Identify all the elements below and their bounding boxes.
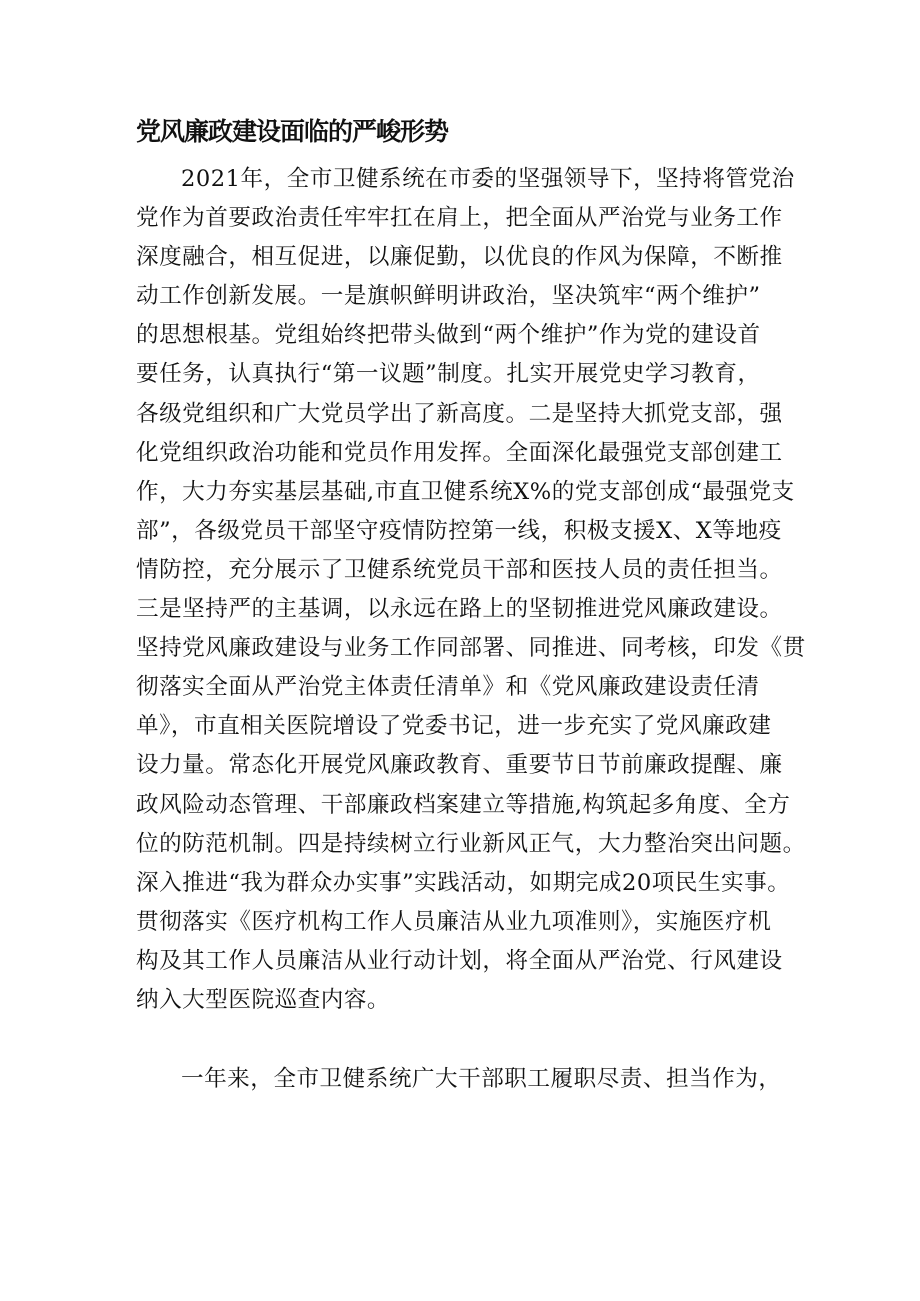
paragraph-line: 动工作创新发展。一是旗帜鲜明讲政治，坚决筑牢“两个维护” [136,283,761,310]
paragraph-line: 彻落实全面从严治党主体责任清单》和《党风廉政建设责任清 [136,674,760,701]
paragraph-line: 设力量。常态化开展党风廉政教育、重要节日节前廉政提醒、廉 [136,752,783,779]
paragraph-line: 三是坚持严的主基调，以永远在路上的坚韧推进党风廉政建设。 [136,596,783,623]
paragraph-line: 作，大力夯实基层基础,市直卫健系统X%的党支部创成“最强党支 [136,478,795,505]
paragraph-line: 2021年，全市卫健系统在市委的坚强领导下，坚持将管党治 [181,166,795,192]
paragraph-line: 深入推进“我为群众办实事”实践活动，如期完成20项民生实事。 [136,869,791,896]
paragraph-line: 情防控，充分展示了卫健系统党员干部和医技人员的责任担当。 [136,556,783,583]
paragraph-line: 化党组织政治功能和党员作用发挥。全面深化最强党支部创建工 [136,439,783,466]
paragraph-line: 单》，市直相关医院增设了党委书记，进一步充实了党风廉政建 [136,713,772,740]
paragraph-line: 部”，各级党员干部坚守疫情防控第一线，积极支援X、X等地疫 [136,517,782,544]
paragraph-line: 贯彻落实《医疗机构工作人员廉洁从业九项准则》，实施医疗机 [136,908,772,935]
paragraph-line: 纳入大型医院巡查内容。 [136,986,391,1013]
paragraph-spacing [136,1020,796,1060]
section-heading: 党风廉政建设面临的严峻形势 [136,117,449,146]
paragraph-line: 深度融合，相互促进，以廉促勤，以优良的作风为保障，不断推 [136,244,783,271]
paragraph-line: 党作为首要政治责任牢牢扛在肩上，把全面从严治党与业务工作 [136,205,783,232]
paragraph-line: 位的防范机制。四是持续树立行业新风正气，大力整治突出问题。 [136,830,806,857]
paragraph-line: 坚持党风廉政建设与业务工作同部署、同推进、同考核，印发《贯 [136,635,806,662]
paragraph-line: 的思想根基。党组始终把带头做到“两个维护”作为党的建设首 [136,322,761,349]
paragraph-line: 政风险动态管理、干部廉政档案建立等措施,构筑起多角度、全方 [136,791,791,818]
document-body [136,160,806,1099]
paragraph-2 [136,1060,796,1099]
paragraph-line: 要任务，认真执行“第一议题”制度。扎实开展党史学习教育， [136,361,761,388]
paragraph-1 [136,160,806,1020]
paragraph-line: 一年来，全市卫健系统广大干部职工履职尽责、担当作为， [181,1066,782,1093]
paragraph-line: 构及其工作人员廉洁从业行动计划，将全面从严治党、行风建设 [136,947,783,974]
paragraph-line: 各级党组织和广大党员学出了新高度。二是坚持大抓党支部，强 [136,400,783,427]
